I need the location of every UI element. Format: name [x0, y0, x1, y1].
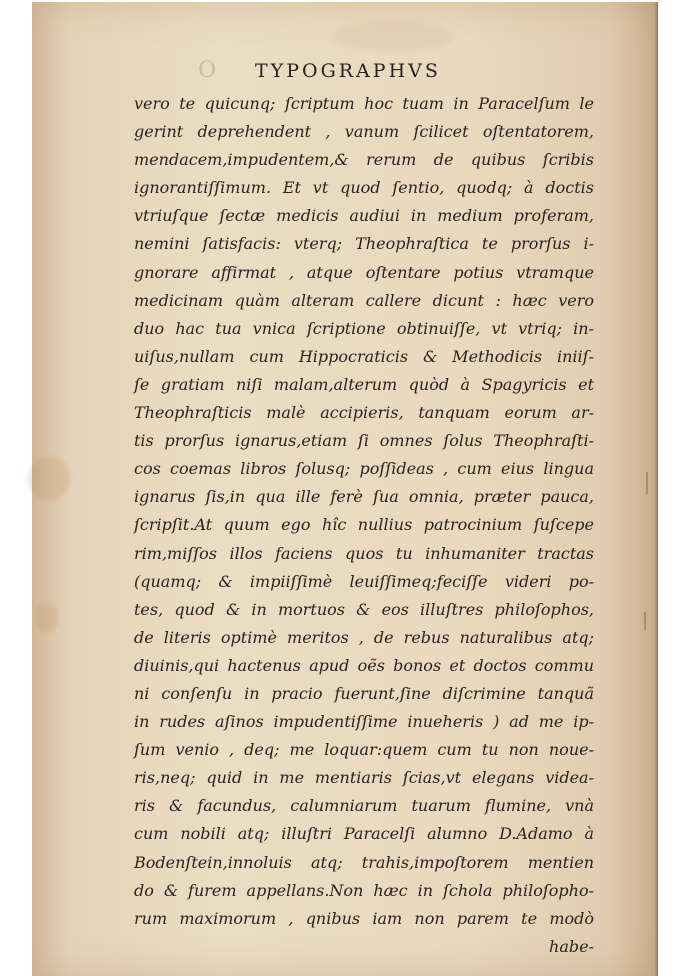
- text-line: ignorantiſſimum. Et vt quod ſentio, quodq; à doctis: [134, 178, 594, 198]
- text-line: uiſus,nullam cum Hippocraticis & Methodicis iniiſ-: [134, 346, 594, 366]
- text-line: ſcripſit.At quum ego hîc nullius patrocinium ſuſcepe: [134, 515, 594, 535]
- text-line: diuinis,qui hactenus apud oẽs bonos et doctos commu: [134, 655, 594, 675]
- paper-stain: [332, 22, 452, 52]
- text-line: nemini ſatisfacis: vterq; Theophraſtica te prorſus i-: [134, 234, 594, 254]
- text-line: (quamq; & impiiſſimè leuiſſimeq;feciſſe videri po-: [134, 571, 594, 591]
- text-line: ni conſenſu in pracio fuerunt,ſine diſcrimine tanquã: [134, 683, 594, 703]
- text-line: rum maximorum , qnibus iam non parem te modò: [134, 908, 594, 928]
- text-line: tes, quod & in mortuos & eos illuſtres philoſophos,: [134, 599, 594, 619]
- text-line: Bodenſtein,innoluis atq; trahis,impoſtorem mentien: [134, 852, 594, 872]
- margin-mark: [644, 612, 646, 630]
- body-text: [134, 90, 594, 961]
- text-line: cos coemas libros ſolusq; poſſideas , cum eius lingua: [134, 459, 594, 479]
- text-line: Theophraſticis malè accipieris, tanquam eorum ar-: [134, 403, 594, 423]
- text-line: vtriuſque ſectæ medicis audiui in medium proferam,: [134, 206, 594, 226]
- text-line: duo hac tua vnica ſcriptione obtinuiſſe, vt vtriq; in-: [134, 318, 594, 338]
- paper-stain: [36, 602, 58, 632]
- paper-stain: [28, 457, 70, 501]
- text-line: cum nobili atq; illuſtri Paracelſi alumno D.Adamo à: [134, 824, 594, 844]
- text-line: de literis optimè meritos , de rebus naturalibus atq;: [134, 627, 594, 647]
- faint-ornament: O: [198, 58, 217, 83]
- page-edge: [654, 2, 658, 976]
- running-head: TYPOGRAPHVS: [255, 60, 441, 82]
- text-line: medicinam quàm alteram callere dicunt : hæc vero: [134, 290, 594, 310]
- text-line: ſum venio , deq; me loquar:quem cum tu non noue-: [134, 740, 594, 760]
- text-line: ſe gratiam niſi malam,alterum quòd à Spagyricis et: [134, 374, 594, 394]
- text-line: ignarus ſis,in qua ille ferè ſua omnia, præter pauca,: [134, 487, 594, 507]
- text-line: do & furem appellans.Non hæc in ſchola philoſopho-: [134, 880, 594, 900]
- text-line: mendacem,impudentem,& rerum de quibus ſcribis: [134, 150, 594, 170]
- text-line: tis prorſus ignarus,etiam ſi omnes ſolus Theophraſti-: [134, 431, 594, 451]
- text-line: in rudes aſinos impudentiſſime inueheris ) ad me ip-: [134, 712, 594, 732]
- text-line: ris & facundus, calumniarum tuarum flumine, vnà: [134, 796, 594, 816]
- text-line: gerint deprehendent , vanum ſcilicet oſtentatorem,: [134, 122, 594, 142]
- text-line: gnorare affirmat , atque oſtentare potius vtramque: [134, 262, 594, 282]
- catchword: habe-: [549, 936, 594, 956]
- text-line: ris,neq; quid in me mentiaris ſcias,vt elegans videa-: [134, 768, 594, 788]
- margin-mark: [646, 472, 648, 494]
- text-line: vero te quicunq; ſcriptum hoc tuam in Paracelſum le: [134, 94, 594, 113]
- text-line: rim,miſſos illos faciens quos tu inhumaniter tractas: [134, 543, 594, 563]
